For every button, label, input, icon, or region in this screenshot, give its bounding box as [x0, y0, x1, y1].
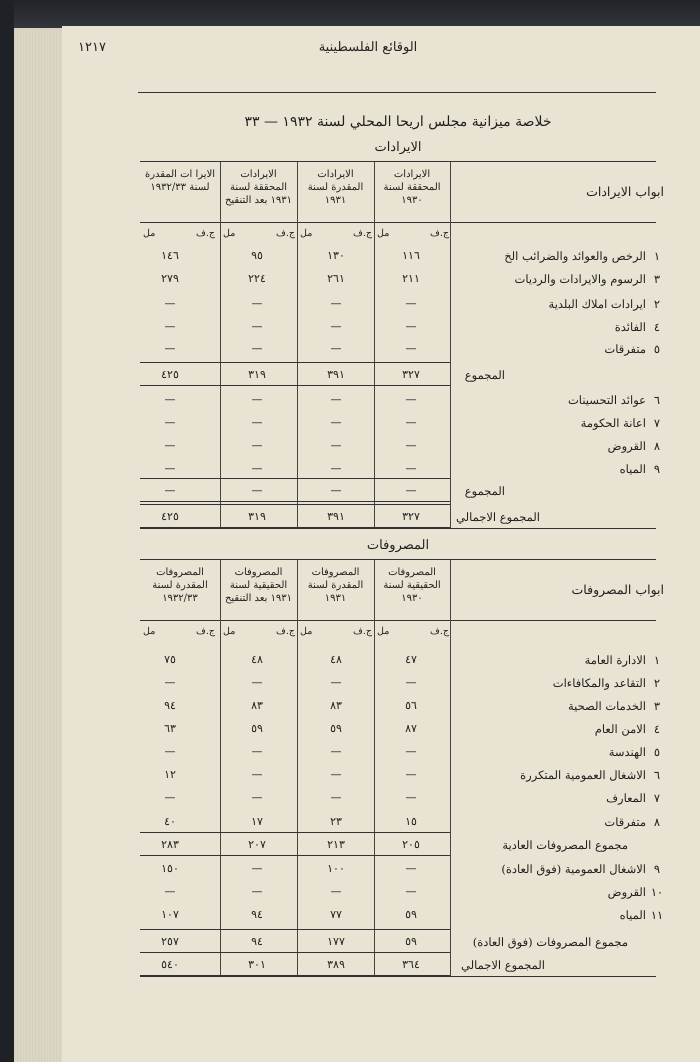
- expenditure-subtotal1-value: ٢١٣: [327, 838, 345, 851]
- revenue-row-value: ٢٦١: [327, 272, 345, 285]
- unit-millieme: مل: [143, 228, 156, 239]
- expenditure-subtotal2-value: ٥٩: [405, 935, 417, 948]
- expenditure-total-value: ٣٠١: [248, 958, 266, 971]
- expenditure-subtotal1-value: ٢٠٥: [402, 838, 420, 851]
- expenditure-row-value: —: [251, 768, 263, 781]
- revenue-row-value: —: [405, 462, 417, 475]
- revenue-row-label: المياه: [619, 462, 646, 476]
- revenue-row-value: —: [164, 393, 176, 406]
- expenditure-row-index: ٣: [653, 699, 661, 713]
- expenditure-row-value: ٤٧: [405, 653, 417, 666]
- expenditure-unit-1: [377, 626, 449, 637]
- expenditure-row-label: المعارف: [606, 791, 646, 805]
- revenue-row-index: ٩: [653, 462, 661, 476]
- expenditure-row-index: ٧: [653, 791, 661, 805]
- expenditure-row-value: —: [251, 885, 263, 898]
- expenditure-row-value: —: [164, 885, 176, 898]
- revenue-row-index: ١: [653, 249, 661, 263]
- revenue-subtotal2-rule-bottom: [140, 501, 450, 502]
- expenditure-row-value: ١٥٠: [161, 862, 179, 875]
- expenditure-col-header-2: المصروفات المقدرة لسنة ١٩٣١: [307, 567, 364, 604]
- revenue-label-header: ابواب الايرادات: [586, 184, 664, 199]
- revenue-row-label: الفائدة: [614, 320, 646, 334]
- revenue-row-value: —: [164, 297, 176, 310]
- expenditure-row-value: ٩٤: [251, 908, 263, 921]
- expenditure-row-value: —: [405, 745, 417, 758]
- unit-pound: ج.ف: [196, 228, 215, 239]
- expenditure-row-index: ١٠: [650, 885, 664, 899]
- expenditure-row-value: —: [405, 676, 417, 689]
- expenditure-row-value: —: [330, 768, 342, 781]
- revenue-total-value: ٤٢٥: [161, 510, 179, 523]
- revenue-section-title: الايرادات: [374, 140, 422, 155]
- revenue-row-value: —: [330, 416, 342, 429]
- expenditure-row-value: ١٢: [164, 768, 176, 781]
- book-binding: [0, 0, 14, 1062]
- revenue-total-rule: [140, 504, 450, 505]
- revenue-col-divider-4: [220, 162, 221, 528]
- revenue-row-value: —: [164, 462, 176, 475]
- expenditure-row-value: ٨٣: [251, 699, 263, 712]
- unit-pound: ج.ف: [430, 228, 449, 239]
- expenditure-subtotal2-value: ٩٤: [251, 935, 263, 948]
- revenue-row-value: ١٤٦: [161, 249, 179, 262]
- revenue-row-label: عوائد التحسينات: [567, 393, 646, 407]
- revenue-row-value: ١١٦: [402, 249, 420, 262]
- revenue-row-value: —: [330, 320, 342, 333]
- expenditure-subtotal2-value: ١٧٧: [327, 935, 345, 948]
- expenditure-col-header-3: المصروفات الحقيقية لسنة ١٩٣١ بعد التنقيح: [224, 567, 293, 604]
- unit-millieme: مل: [300, 626, 313, 637]
- expenditure-row-value: —: [405, 768, 417, 781]
- unit-millieme: مل: [377, 228, 390, 239]
- revenue-row-value: —: [251, 297, 263, 310]
- revenue-row-label: ايرادات املاك البلدية: [548, 297, 646, 311]
- expenditure-row-value: —: [330, 676, 342, 689]
- revenue-subtotal2-value: —: [330, 484, 342, 497]
- unit-pound: ج.ف: [353, 626, 372, 637]
- revenue-row-label: اعانة الحكومة: [580, 416, 646, 430]
- revenue-row-value: —: [164, 342, 176, 355]
- unit-millieme: مل: [143, 626, 156, 637]
- expenditure-bottom-rule: [140, 976, 656, 977]
- unit-pound: ج.ف: [353, 228, 372, 239]
- revenue-row-value: —: [251, 462, 263, 475]
- unit-pound: ج.ف: [196, 626, 215, 637]
- revenue-row-index: ٣: [653, 272, 661, 286]
- revenue-total-value: ٣٩١: [327, 510, 345, 523]
- expenditure-row-value: ١٠٧: [161, 908, 179, 921]
- expenditure-total-value: ٥٤٠: [161, 958, 179, 971]
- expenditure-row-label: الاشغال العمومية (فوق العادة): [501, 862, 646, 876]
- expenditure-unit-3: [223, 626, 295, 637]
- expenditure-row-label: التقاعد والمكافاءات: [552, 676, 646, 690]
- expenditure-col-divider-4: [220, 560, 221, 976]
- revenue-subtotal2-label: المجموع: [464, 484, 505, 498]
- revenue-row-value: —: [251, 342, 263, 355]
- revenue-subtotal1-value: ٣١٩: [248, 368, 266, 381]
- revenue-row-index: ٥: [653, 342, 661, 356]
- expenditure-col-divider-1: [450, 560, 451, 976]
- revenue-row-value: —: [405, 320, 417, 333]
- expenditure-row-label: متفرقات: [604, 815, 646, 829]
- expenditure-row-value: ١٧: [251, 815, 263, 828]
- unit-pound: ج.ف: [276, 228, 295, 239]
- expenditure-row-index: ٤: [653, 722, 661, 736]
- expenditure-row-value: ٤٨: [330, 653, 342, 666]
- revenue-row-value: —: [405, 297, 417, 310]
- revenue-subtotal1-value: ٣٩١: [327, 368, 345, 381]
- revenue-row-value: —: [251, 416, 263, 429]
- revenue-row-value: ٢١١: [402, 272, 420, 285]
- expenditure-row-value: —: [251, 745, 263, 758]
- revenue-row-label: القروض: [607, 439, 646, 453]
- expenditure-row-value: ٧٥: [164, 653, 176, 666]
- unit-millieme: مل: [223, 228, 236, 239]
- expenditure-total-value: ٣٦٤: [402, 958, 420, 971]
- revenue-row-value: ٢٢٤: [248, 272, 266, 285]
- expenditure-row-index: ٦: [653, 768, 661, 782]
- unit-millieme: مل: [223, 626, 236, 637]
- expenditure-subtotal2-label: مجموع المصروفات (فوق العادة): [472, 935, 628, 949]
- unit-millieme: مل: [300, 228, 313, 239]
- expenditure-row-value: —: [251, 676, 263, 689]
- expenditure-row-index: ٢: [653, 676, 661, 690]
- revenue-row-index: ٤: [653, 320, 661, 334]
- revenue-row-value: ١٣٠: [327, 249, 345, 262]
- expenditure-row-value: ٦٣: [164, 722, 176, 735]
- revenue-unit-4: [143, 228, 215, 239]
- expenditure-row-label: الهندسة: [608, 745, 646, 759]
- revenue-head-bottom-rule: [140, 222, 656, 223]
- expenditure-row-label: المياه: [619, 908, 646, 922]
- expenditure-row-label: الخدمات الصحية: [567, 699, 646, 713]
- expenditure-row-label: الادارة العامة: [584, 653, 646, 667]
- revenue-subtotal1-value: ٤٢٥: [161, 368, 179, 381]
- revenue-row-value: —: [330, 393, 342, 406]
- revenue-row-index: ٢: [653, 297, 661, 311]
- revenue-row-value: —: [405, 393, 417, 406]
- revenue-row-value: —: [330, 439, 342, 452]
- expenditure-row-value: ٧٧: [330, 908, 342, 921]
- revenue-subtotal1-label: المجموع: [464, 368, 505, 382]
- revenue-row-value: —: [405, 342, 417, 355]
- revenue-row-value: —: [251, 393, 263, 406]
- revenue-total-label: المجموع الاجمالي: [456, 510, 540, 524]
- revenue-row-value: —: [164, 439, 176, 452]
- page-number: ١٢١٧: [78, 40, 106, 55]
- revenue-row-value: —: [330, 462, 342, 475]
- expenditure-row-index: ١١: [650, 908, 664, 922]
- expenditure-unit-2: [300, 626, 372, 637]
- revenue-row-label: متفرقات: [604, 342, 646, 356]
- revenue-subtotal2-rule: [140, 478, 450, 479]
- expenditure-row-value: —: [251, 791, 263, 804]
- revenue-unit-1: [377, 228, 449, 239]
- expenditure-row-value: ٥٩: [330, 722, 342, 735]
- expenditure-row-index: ٨: [653, 815, 661, 829]
- expenditure-label-header: ابواب المصروفات: [571, 582, 664, 597]
- revenue-col-divider-1: [450, 162, 451, 528]
- expenditure-row-value: ٢٣: [330, 815, 342, 828]
- expenditure-row-value: ١٥: [405, 815, 417, 828]
- expenditure-row-index: ١: [653, 653, 661, 667]
- expenditure-row-value: —: [330, 885, 342, 898]
- expenditure-total-rule: [140, 952, 450, 953]
- expenditure-row-value: ١٠٠: [327, 862, 345, 875]
- revenue-row-value: —: [405, 416, 417, 429]
- expenditure-unit-4: [143, 626, 215, 637]
- expenditure-row-index: ٩: [653, 862, 661, 876]
- unit-pound: ج.ف: [276, 626, 295, 637]
- header-rule: [138, 92, 656, 93]
- unit-millieme: مل: [377, 626, 390, 637]
- expenditure-row-value: ٥٩: [251, 722, 263, 735]
- expenditure-total-label: المجموع الاجمالي: [461, 958, 545, 972]
- revenue-row-value: ٢٧٩: [161, 272, 179, 285]
- revenue-col-header-1: الايرادات المحققة لسنة ١٩٣٠: [383, 169, 441, 206]
- page-header: [78, 40, 658, 62]
- revenue-col-header-4: الايرا ات المقدرة لسنة ١٩٣٢/٣٣: [144, 169, 216, 193]
- expenditure-subtotal2-rule: [140, 929, 450, 930]
- revenue-col-header-3: الايرادات المحققة لسنة ١٩٣١ بعد التنقيح: [224, 169, 293, 206]
- revenue-row-value: —: [330, 342, 342, 355]
- expenditure-subtotal1-value: ٢٠٧: [248, 838, 266, 851]
- expenditure-col-header-1: المصروفات الحقيقية لسنة ١٩٣٠: [383, 567, 441, 604]
- revenue-head-top-rule: [140, 161, 656, 162]
- revenue-col-header-2: الايرادات المقدرة لسنة ١٩٣١: [307, 169, 364, 206]
- expenditure-row-label: الامن العام: [594, 722, 646, 736]
- revenue-col-divider-3: [297, 162, 298, 528]
- expenditure-row-value: ٤٠: [164, 815, 176, 828]
- gazette-title: الوقائع الفلسطينية: [318, 40, 418, 55]
- revenue-subtotal1-rule: [140, 362, 450, 363]
- expenditure-col-divider-3: [297, 560, 298, 976]
- expenditure-subtotal1-value: ٢٨٣: [161, 838, 179, 851]
- expenditure-row-index: ٥: [653, 745, 661, 759]
- expenditure-row-value: —: [164, 745, 176, 758]
- expenditure-row-value: —: [164, 676, 176, 689]
- revenue-row-value: —: [164, 416, 176, 429]
- budget-title: خلاصة ميزانية مجلس اريحا المحلي لسنة ١٩٣٢ — ٣٣: [244, 114, 552, 130]
- revenue-subtotal1-rule-bottom: [140, 385, 450, 386]
- expenditure-row-value: ٨٣: [330, 699, 342, 712]
- revenue-unit-3: [223, 228, 295, 239]
- expenditure-row-value: ٥٩: [405, 908, 417, 921]
- expenditure-row-value: —: [405, 862, 417, 875]
- revenue-row-value: —: [330, 297, 342, 310]
- revenue-row-value: —: [251, 320, 263, 333]
- revenue-row-label: الرخص والعوائد والضرائب الخ: [504, 249, 646, 263]
- revenue-row-index: ٨: [653, 439, 661, 453]
- expenditure-row-value: ٥٦: [405, 699, 417, 712]
- revenue-row-value: —: [164, 320, 176, 333]
- expenditure-row-value: ٤٨: [251, 653, 263, 666]
- revenue-unit-2: [300, 228, 372, 239]
- revenue-subtotal1-value: ٣٢٧: [402, 368, 420, 381]
- revenue-total-value: ٣١٩: [248, 510, 266, 523]
- revenue-col-divider-2: [374, 162, 375, 528]
- expenditure-row-value: ٩٤: [164, 699, 176, 712]
- expenditure-col-divider-2: [374, 560, 375, 976]
- revenue-row-value: ٩٥: [251, 249, 263, 262]
- expenditure-row-value: —: [330, 791, 342, 804]
- expenditure-subtotal2-value: ٢٥٧: [161, 935, 179, 948]
- expenditure-row-value: —: [405, 791, 417, 804]
- revenue-bottom-rule: [140, 528, 656, 529]
- expenditure-head-top-rule: [140, 559, 656, 560]
- unit-pound: ج.ف: [430, 626, 449, 637]
- expenditure-col-header-4: المصروفات المقدرة لسنة ١٩٣٢/٣٣: [152, 567, 208, 604]
- expenditure-subtotal1-rule: [140, 832, 450, 833]
- expenditure-section-title: المصروفات: [366, 538, 430, 553]
- revenue-total-value: ٣٢٧: [402, 510, 420, 523]
- expenditure-row-value: —: [251, 862, 263, 875]
- expenditure-subtotal1-label: مجموع المصروفات العادية: [502, 838, 628, 852]
- expenditure-row-value: —: [405, 885, 417, 898]
- revenue-row-label: الرسوم والايرادات والرديات: [514, 272, 646, 286]
- revenue-row-index: ٦: [653, 393, 661, 407]
- revenue-row-index: ٧: [653, 416, 661, 430]
- expenditure-total-value: ٣٨٩: [327, 958, 345, 971]
- expenditure-row-value: —: [330, 745, 342, 758]
- revenue-row-value: —: [251, 439, 263, 452]
- expenditure-row-label: الاشغال العمومية المتكررة: [520, 768, 646, 782]
- revenue-row-value: —: [405, 439, 417, 452]
- revenue-subtotal2-value: —: [164, 484, 176, 497]
- revenue-subtotal2-value: —: [405, 484, 417, 497]
- revenue-subtotal2-value: —: [251, 484, 263, 497]
- expenditure-row-value: —: [164, 791, 176, 804]
- expenditure-subtotal1-rule-bottom: [140, 855, 450, 856]
- expenditure-head-bottom-rule: [140, 620, 656, 621]
- expenditure-row-label: القروض: [607, 885, 646, 899]
- expenditure-row-value: ٨٧: [405, 722, 417, 735]
